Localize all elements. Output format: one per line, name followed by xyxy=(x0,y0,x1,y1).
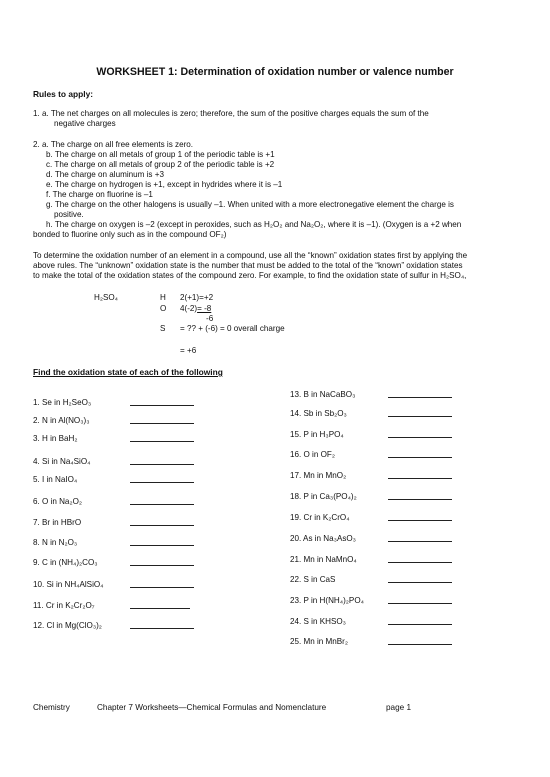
rule-1a-cont: negative charges xyxy=(54,119,116,128)
answer-blank[interactable] xyxy=(388,499,452,500)
question-item: 8. N in N₂O₃ xyxy=(33,538,78,547)
question-item: 16. O in OF₂ xyxy=(290,450,335,459)
question-item: 18. P in Ca₃(PO₄)₂ xyxy=(290,492,357,501)
answer-blank[interactable] xyxy=(130,423,194,424)
question-item: 1. Se in H₂SeO₃ xyxy=(33,398,92,407)
answer-blank[interactable] xyxy=(388,582,452,583)
answer-blank[interactable] xyxy=(130,504,194,505)
answer-blank[interactable] xyxy=(130,441,194,442)
answer-blank[interactable] xyxy=(388,624,452,625)
question-item: 14. Sb in Sb₂O₃ xyxy=(290,409,347,418)
question-item: 9. C in (NH₄)₂CO₃ xyxy=(33,558,98,567)
find-heading: Find the oxidation state of each of the following xyxy=(33,367,223,377)
answer-blank[interactable] xyxy=(130,545,194,546)
example-subtotal: -6 xyxy=(206,314,214,323)
answer-blank[interactable] xyxy=(130,587,194,588)
example-o-calc: 4(-2)= -8 xyxy=(180,304,212,313)
example-h-calc: 2(+1)=+2 xyxy=(180,293,214,302)
answer-blank[interactable] xyxy=(388,397,452,398)
example-o-symbol: O xyxy=(160,304,167,313)
rule-2d: d. The charge on aluminum is +3 xyxy=(46,170,164,179)
question-item: 12. Cl in Mg(ClO₃)₂ xyxy=(33,621,102,630)
question-item: 6. O in Na₂O₂ xyxy=(33,497,83,506)
example-answer: = +6 xyxy=(180,346,197,355)
question-item: 17. Mn in MnO₂ xyxy=(290,471,347,480)
example-h-symbol: H xyxy=(160,293,166,302)
answer-blank[interactable] xyxy=(130,628,194,629)
question-item: 21. Mn in NaMnO₄ xyxy=(290,555,357,564)
answer-blank[interactable] xyxy=(130,464,194,465)
question-item: 13. B in NaCaBO₃ xyxy=(290,390,356,399)
question-item: 22. S in CaS xyxy=(290,575,336,584)
question-item: 24. S in KHSO₃ xyxy=(290,617,346,626)
example-compound: H₂SO₄ xyxy=(94,293,118,302)
rule-2f: f. The charge on fluorine is –1 xyxy=(46,190,153,199)
example-s-symbol: S xyxy=(160,324,166,333)
rule-2e: e. The charge on hydrogen is +1, except in hydrides where it is –1 xyxy=(46,180,283,189)
answer-blank[interactable] xyxy=(388,457,452,458)
question-item: 4. Si in Na₄SiO₄ xyxy=(33,457,91,466)
question-item: 3. H in BaH₂ xyxy=(33,434,78,443)
answer-blank[interactable] xyxy=(388,520,452,521)
footer-subject: Chemistry xyxy=(33,703,70,712)
example-s-calc: = ?? + (-6) = 0 overall charge xyxy=(180,324,285,333)
question-item: 23. P in H(NH₄)₂PO₄ xyxy=(290,596,364,605)
answer-blank[interactable] xyxy=(388,644,452,645)
rules-heading: Rules to apply: xyxy=(33,89,94,99)
rule-2g: g. The charge on the other halogens is usually –1. When united with a more electronegative element the charge is xyxy=(46,200,454,209)
example-o-calc-underlined: = -8 xyxy=(197,304,212,313)
question-item: 25. Mn in MnBr₂ xyxy=(290,637,349,646)
intro-line-2: above rules. The “unknown” oxidation state is the number that must be added to the total of the “known” oxidation states xyxy=(33,261,463,270)
footer-chapter: Chapter 7 Worksheets—Chemical Formulas and Nomenclature xyxy=(97,703,327,712)
answer-blank[interactable] xyxy=(388,416,452,417)
rule-2h: h. The charge on oxygen is –2 (except in peroxides, such as H₂O₂ and Na₂O₂, where it is –1). (Oxygen is a +2 when xyxy=(46,220,462,229)
rule-2g-cont: positive. xyxy=(54,210,84,219)
intro-line-1: To determine the oxidation number of an element in a compound, use all the “known” oxidation states first by applying the xyxy=(33,251,468,260)
question-item: 11. Cr in K₂Cr₂O₇ xyxy=(33,601,95,610)
rule-1a: 1. a. The net charges on all molecules is zero; therefore, the sum of the positive charges equals the sum of the xyxy=(33,109,429,118)
answer-blank[interactable] xyxy=(130,405,194,406)
answer-blank[interactable] xyxy=(388,562,452,563)
question-item: 2. N in Al(NO₃)₃ xyxy=(33,416,90,425)
rule-2b: b. The charge on all metals of group 1 of the periodic table is +1 xyxy=(46,150,275,159)
answer-blank[interactable] xyxy=(388,478,452,479)
question-item: 15. P in H₃PO₄ xyxy=(290,430,344,439)
answer-blank[interactable] xyxy=(130,482,194,483)
answer-blank[interactable] xyxy=(130,565,194,566)
question-item: 5. I in NaIO₄ xyxy=(33,475,78,484)
rule-2a: 2. a. The charge on all free elements is zero. xyxy=(33,140,194,149)
answer-blank[interactable] xyxy=(388,437,452,438)
footer-page: page 1 xyxy=(386,703,412,712)
rule-2c: c. The charge on all metals of group 2 of the periodic table is +2 xyxy=(46,160,275,169)
intro-line-3: to make the total of the oxidation states of the compound zero. For example, to find the oxidation state of sulfur in H₂SO₄, xyxy=(33,271,467,280)
answer-blank[interactable] xyxy=(130,608,190,609)
question-item: 7. Br in HBrO xyxy=(33,518,82,527)
rule-2h-cont: bonded to fluorine only such as in the compound OF₂) xyxy=(33,230,227,239)
worksheet-title: WORKSHEET 1: Determination of oxidation number or valence number xyxy=(96,66,454,78)
answer-blank[interactable] xyxy=(388,541,452,542)
answer-blank[interactable] xyxy=(130,525,194,526)
answer-blank[interactable] xyxy=(388,603,452,604)
question-item: 20. As in Na₃AsO₃ xyxy=(290,534,356,543)
question-item: 10. Si in NH₄AlSiO₄ xyxy=(33,580,104,589)
question-item: 19. Cr in K₂CrO₄ xyxy=(290,513,350,522)
